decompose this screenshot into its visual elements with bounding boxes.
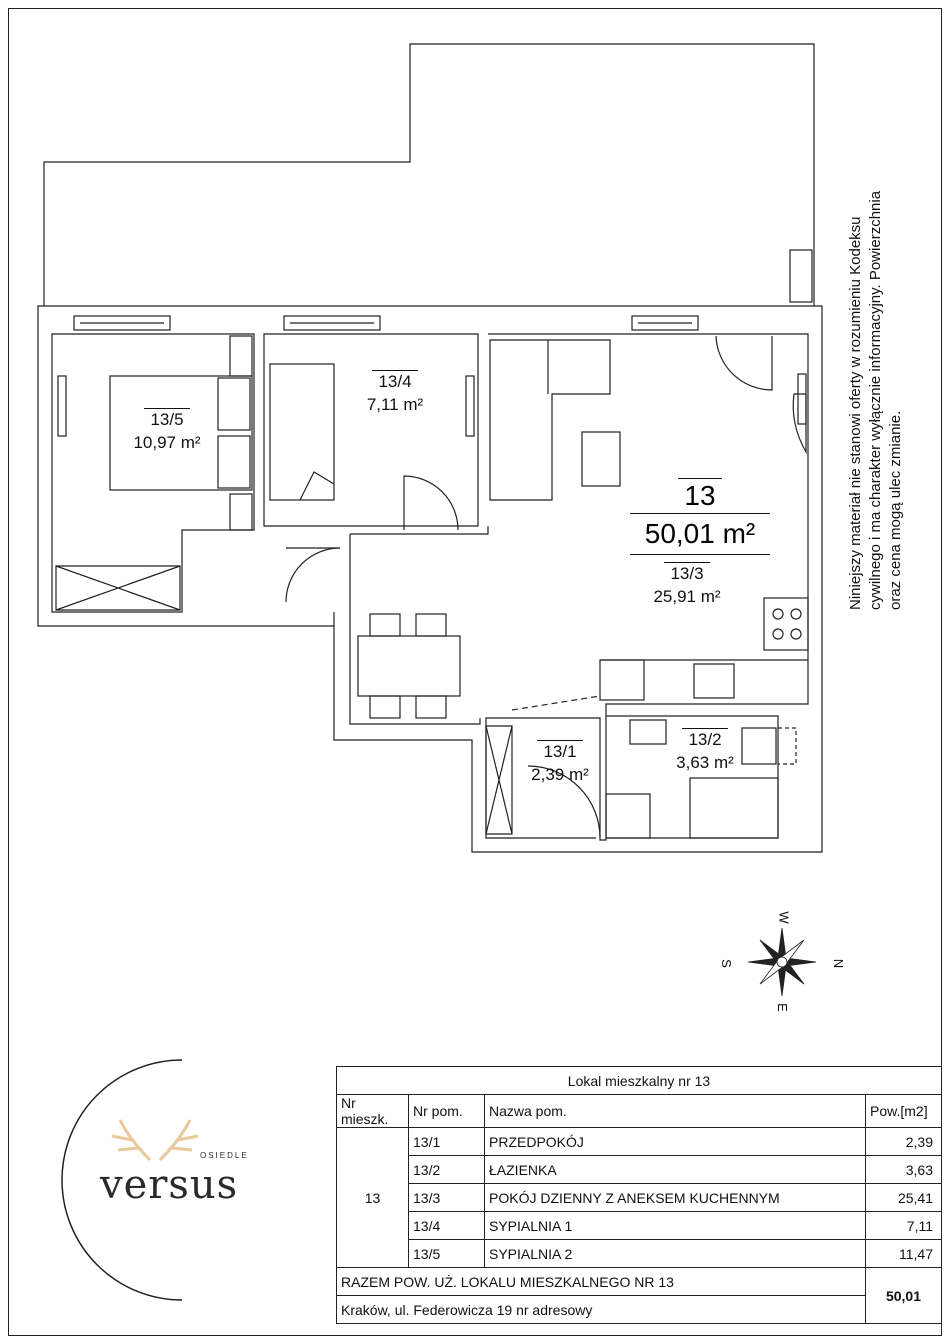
table-row-nr: 13/4	[409, 1212, 485, 1240]
table-row-name: ŁAZIENKA	[485, 1156, 866, 1184]
disclaimer: Niniejszy materiał nie stanowi oferty w rozumieniu Kodeksu cywilnego i ma charakter wyłącznie informacyjny. Powierzchnia oraz cena mogą ulec zmianie.	[847, 190, 904, 610]
table-row-name: SYPIALNIA 1	[485, 1212, 866, 1240]
room-label-13-2: 13/2 3,63 m²	[676, 730, 734, 772]
table-row-area: 3,63	[866, 1156, 942, 1184]
compass-n: N	[831, 958, 847, 969]
logo-small-text: OSIEDLE	[200, 1151, 249, 1160]
table-row-area: 2,39	[866, 1128, 942, 1156]
total-label: RAZEM POW. UŻ. LOKALU MIESZKALNEGO NR 13	[337, 1268, 866, 1296]
table-row-area: 25,41	[866, 1184, 942, 1212]
room-label-13-3: 13/3 25,91 m²	[653, 564, 721, 606]
apartment-total-area: 50,01 m²	[630, 513, 770, 555]
area-table	[336, 1066, 942, 1324]
compass-rose-icon	[748, 928, 816, 996]
address: Kraków, ul. Federowicza 19 nr adresowy	[337, 1296, 866, 1324]
table-row-name: POKÓJ DZIENNY Z ANEKSEM KUCHENNYM	[485, 1184, 866, 1212]
total-value: 50,01	[866, 1268, 942, 1324]
room-label-13-1: 13/1 2,39 m²	[531, 742, 589, 784]
table-row-nr: 13/5	[409, 1240, 485, 1268]
header-nazwa: Nazwa pom.	[485, 1095, 866, 1128]
apartment-no-cell: 13	[337, 1128, 409, 1268]
table-row-name: SYPIALNIA 2	[485, 1240, 866, 1268]
apartment-number: 13	[678, 478, 722, 513]
table-row-name: PRZEDPOKÓJ	[485, 1128, 866, 1156]
table-row-nr: 13/3	[409, 1184, 485, 1212]
room-label-13-5: 13/5 10,97 m²	[133, 410, 201, 452]
header-nr-mieszk: Nr mieszk.	[337, 1095, 409, 1128]
balcony-outline	[44, 44, 814, 306]
compass-s: S	[718, 959, 734, 968]
table-row-area: 11,47	[866, 1240, 942, 1268]
antlers-icon	[112, 1120, 198, 1160]
header-pow: Pow.[m2]	[866, 1095, 942, 1128]
table-title: Lokal mieszkalny nr 13	[337, 1067, 942, 1095]
table-row-nr: 13/1	[409, 1128, 485, 1156]
table-row-nr: 13/2	[409, 1156, 485, 1184]
header-nr-pom: Nr pom.	[409, 1095, 485, 1128]
room-label-13-4: 13/4 7,11 m²	[366, 372, 424, 414]
compass-e: E	[774, 1003, 790, 1012]
table-row-area: 7,11	[866, 1212, 942, 1240]
apartment-label	[630, 478, 770, 555]
logo-name: versus	[100, 1162, 239, 1208]
compass-w: W	[776, 911, 792, 924]
